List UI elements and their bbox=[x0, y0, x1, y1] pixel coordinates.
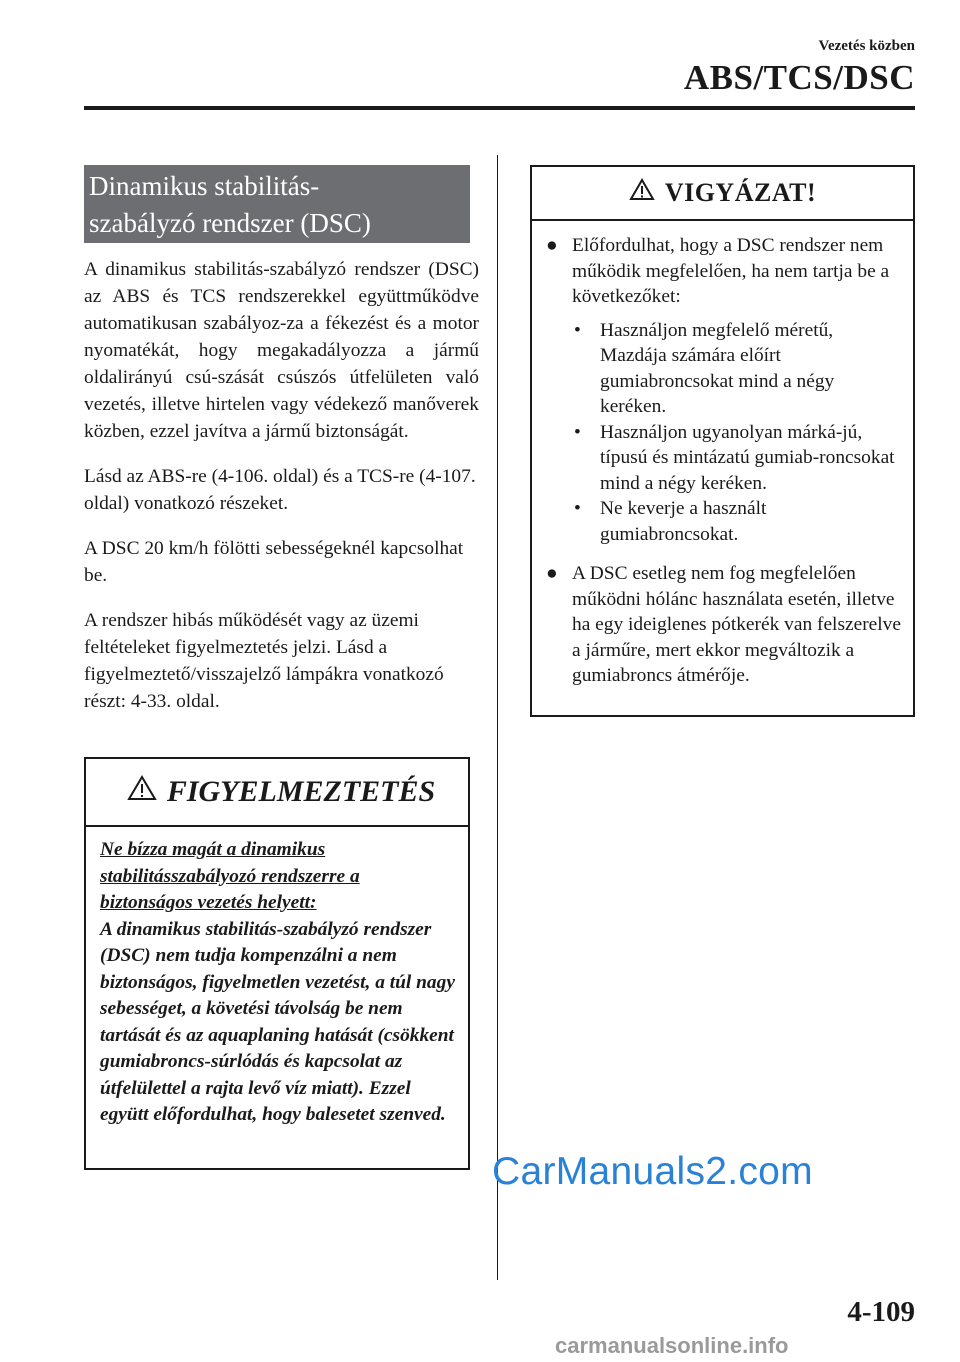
warning-triangle-icon bbox=[127, 775, 157, 809]
caution-body bbox=[532, 221, 913, 689]
caution-bullet bbox=[544, 233, 903, 547]
caution-sub-bullet bbox=[544, 420, 903, 497]
caution-sub-bullet bbox=[544, 318, 903, 420]
caution-title: VIGYÁZAT! bbox=[664, 178, 817, 207]
warning-body bbox=[86, 827, 468, 1129]
caution-bullet bbox=[544, 561, 903, 689]
caution-bullet-text: Előfordulhat, hogy a DSC rendszer nem működik megfelelően, ha nem tartja be a következőket: bbox=[572, 235, 890, 307]
section-body bbox=[84, 256, 479, 733]
caution-sub-bullet bbox=[544, 496, 903, 547]
sub-bullet-dot-icon: • bbox=[574, 319, 581, 341]
watermark: CarManuals2.com bbox=[492, 1150, 813, 1193]
warning-lead: Ne bízza magát a dinamikus stabilitásszabályozó rendszerre a biztonságos vezetés helyett: bbox=[100, 839, 360, 913]
column-divider bbox=[497, 155, 498, 1280]
bullet-dot-icon: ● bbox=[546, 563, 558, 584]
paragraph: A DSC 20 km/h fölötti sebességeknél kapcsolhat be. bbox=[84, 538, 464, 586]
section-heading-line2: szabályzó rendszer (DSC) bbox=[89, 208, 371, 238]
caution-triangle-icon bbox=[629, 178, 655, 208]
section-heading-line1: Dinamikus stabilitás- bbox=[89, 171, 320, 201]
caution-title-bar bbox=[532, 167, 913, 221]
warning-box bbox=[84, 757, 470, 1170]
caution-sub-text: Ne keverje a használt gumiabroncsokat. bbox=[600, 498, 767, 545]
caution-sub-text: Használjon ugyanolyan márká-jú, típusú és mintázatú gumiab-roncsokat mind a négy keréken. bbox=[600, 421, 895, 494]
sub-bullet-dot-icon: • bbox=[574, 421, 581, 443]
warning-title: FIGYELMEZTETÉS bbox=[166, 775, 436, 808]
header-title: ABS/TCS/DSC bbox=[683, 58, 915, 97]
section-heading bbox=[84, 165, 470, 243]
header-subtitle: Vezetés közben bbox=[818, 38, 915, 54]
page-number: 4-109 bbox=[847, 1296, 915, 1328]
bullet-dot-icon: ● bbox=[546, 235, 558, 256]
sub-bullet-dot-icon: • bbox=[574, 498, 581, 519]
caution-box bbox=[530, 165, 915, 717]
footer-watermark: carmanualsonline.info bbox=[555, 1333, 789, 1358]
warning-title-bar bbox=[86, 759, 468, 827]
header-rule bbox=[84, 106, 915, 110]
paragraph: A dinamikus stabilitás-szabályzó rendszer (DSC) az ABS és TCS rendszerekkel együttműködve automatikusan szabályoz-za a fékezést és a motor nyomatékát, hogy megakadályozza a jármű oldalirányú csú-szását csúszós útfelületen való vezetés, illetve hirtelen vagy védekező manőverek közben, ezzel javítva a jármű biztonságát. bbox=[84, 259, 479, 442]
paragraph: A rendszer hibás működését vagy az üzemi feltételeket figyelmeztetés jelzi. Lásd a figyelmeztető/visszajelző lámpákra vonatkozó részt: 4-33. oldal. bbox=[84, 610, 444, 712]
caution-bullet-text: A DSC esetleg nem fog megfelelően működni hólánc használata esetén, illetve ha egy ideiglenes pótkerék van felszerelve a járműre, mert ekkor megváltozik a gumiabroncs átmérője. bbox=[572, 563, 901, 686]
caution-sub-text: Használjon megfelelő méretű, Mazdája számára előírt gumiabroncsokat mind a négy keréken. bbox=[600, 319, 835, 417]
paragraph: Lásd az ABS-re (4-106. oldal) és a TCS-re (4-107. oldal) vonatkozó részeket. bbox=[84, 466, 476, 514]
warning-text: A dinamikus stabilitás-szabályzó rendszer (DSC) nem tudja kompenzálni a nem biztonságos, figyelmetlen vezetést, a túl nagy sebességet, a követési távolság be nem tartását és az aquaplaning hatását (csökkent gumiabroncs-súrlódás és kapcsolat az útfelülettel a rajta levő víz miatt). Ezzel együtt előfordulhat, hogy balesetet szenved. bbox=[100, 918, 455, 1125]
